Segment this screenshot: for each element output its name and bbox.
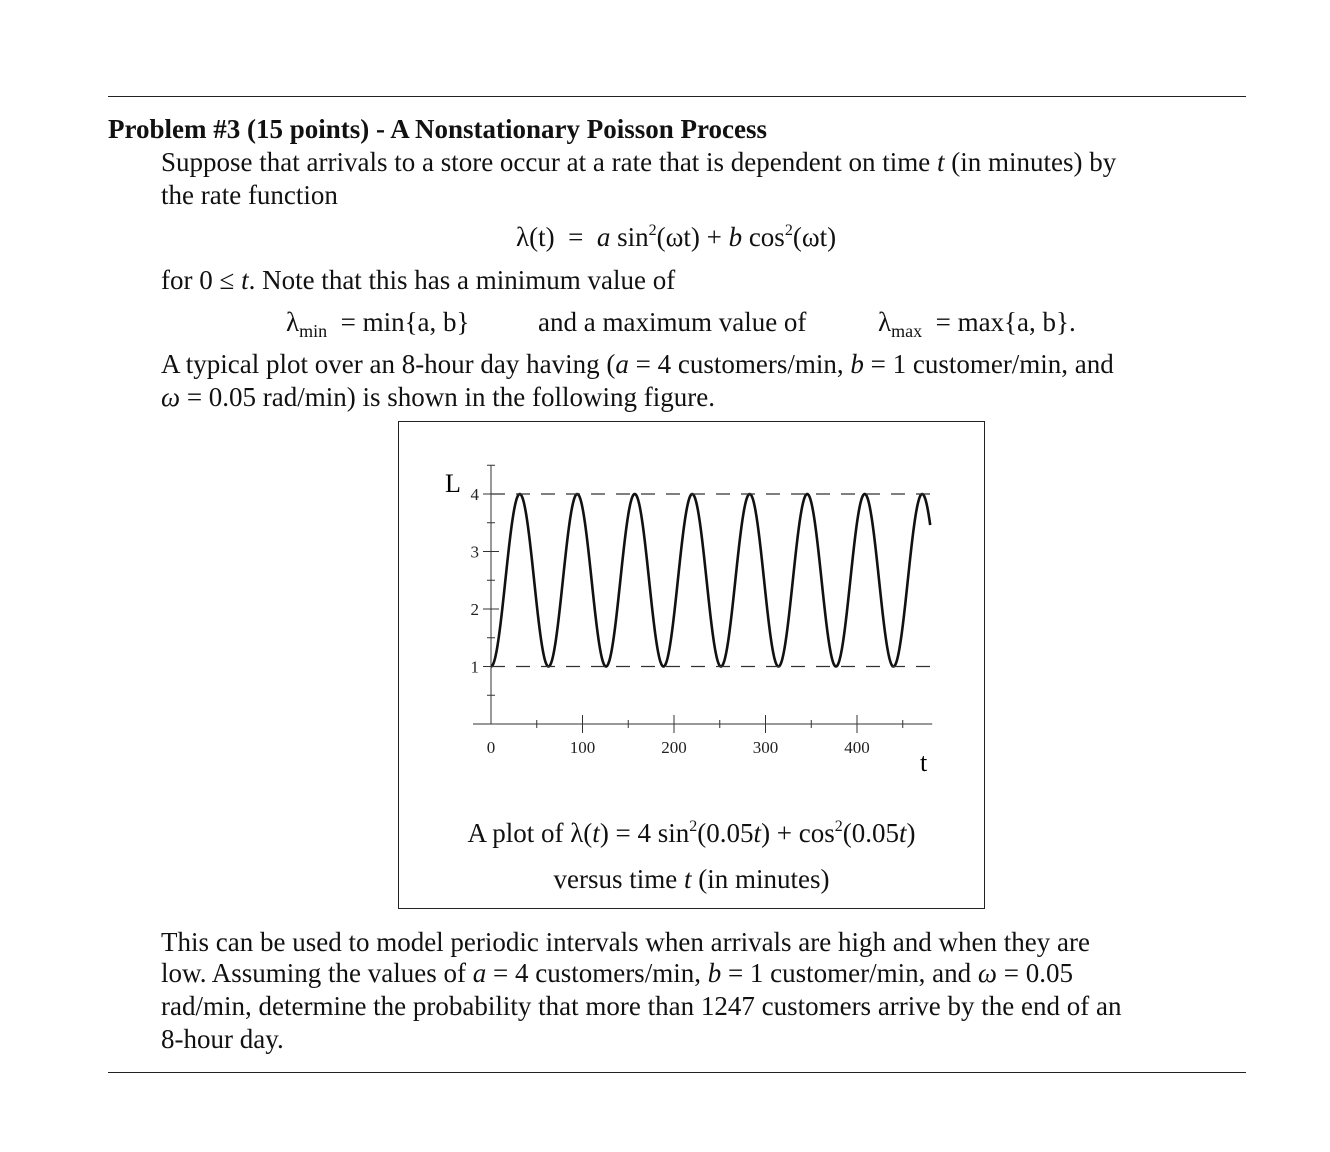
figure-caption-line-1: A plot of λ(t) = 4 $\sin^2(0.05t) + \cos^2(0.05t)$ — [467, 818, 916, 848]
closing-line-2: low. Assuming the values of a = 4 customers/min, b = 1 customer/min, and ω = 0.05 — [161, 958, 1073, 988]
y-tick-label: 3 — [470, 542, 479, 562]
lambda-min: $\lambda_{min} = \min\{a$, b} — [286, 307, 470, 341]
closing-line-3: rad/min, determine the probability that more than 1247 customers arrive by the end of an — [161, 991, 1122, 1021]
x-tick-label: 300 — [752, 738, 779, 757]
rate-plot — [399, 422, 984, 802]
intro-line-1: Suppose that arrivals to a store occur at a rate that is dependent on time t (in minutes) by — [161, 147, 1117, 177]
y-tick-label: 1 — [470, 657, 479, 677]
problem-title: Problem #3 (15 points) - A Nonstationary Poisson Process — [108, 114, 768, 144]
lambda-max: $\lambda_{max} = \max\{a$, b}. — [878, 307, 1076, 341]
rate-equation: λ(t) = a $\sin^2(\omega t) + b$ $\cos^2(\omega t)$ — [516, 222, 837, 252]
typical-line-2: ω = 0.05 rad/min) is shown in the following figure. — [161, 382, 715, 412]
for-t-line: for 0 ≤ t. Note that this has a minimum value of — [161, 265, 676, 295]
intro-line-2: the rate function — [161, 180, 338, 210]
y-tick-label: 4 — [470, 485, 479, 504]
closing-line-4: 8-hour day. — [161, 1024, 284, 1054]
rate-curve-line — [491, 494, 930, 667]
top-rule — [108, 96, 1246, 97]
bottom-rule — [108, 1072, 1246, 1073]
y-tick-label: 2 — [470, 600, 479, 619]
x-axis-label: t — [920, 748, 928, 777]
closing-line-1: This can be used to model periodic intervals when arrivals are high and when they are — [161, 927, 1090, 957]
x-tick-label: 0 — [486, 738, 496, 757]
x-tick-label: 400 — [844, 738, 870, 757]
typical-line-1: A typical plot over an 8-hour day having (a = 4 customers/min, b = 1 customer/min, and — [161, 349, 1114, 379]
x-tick-label: 200 — [661, 738, 687, 757]
x-tick-label: 100 — [569, 738, 596, 757]
figure-box — [398, 421, 985, 909]
and-max-text: and a maximum value of — [538, 307, 807, 337]
figure-caption-line-2: versus time t (in minutes) — [553, 864, 830, 894]
y-axis-label: L — [445, 469, 461, 498]
